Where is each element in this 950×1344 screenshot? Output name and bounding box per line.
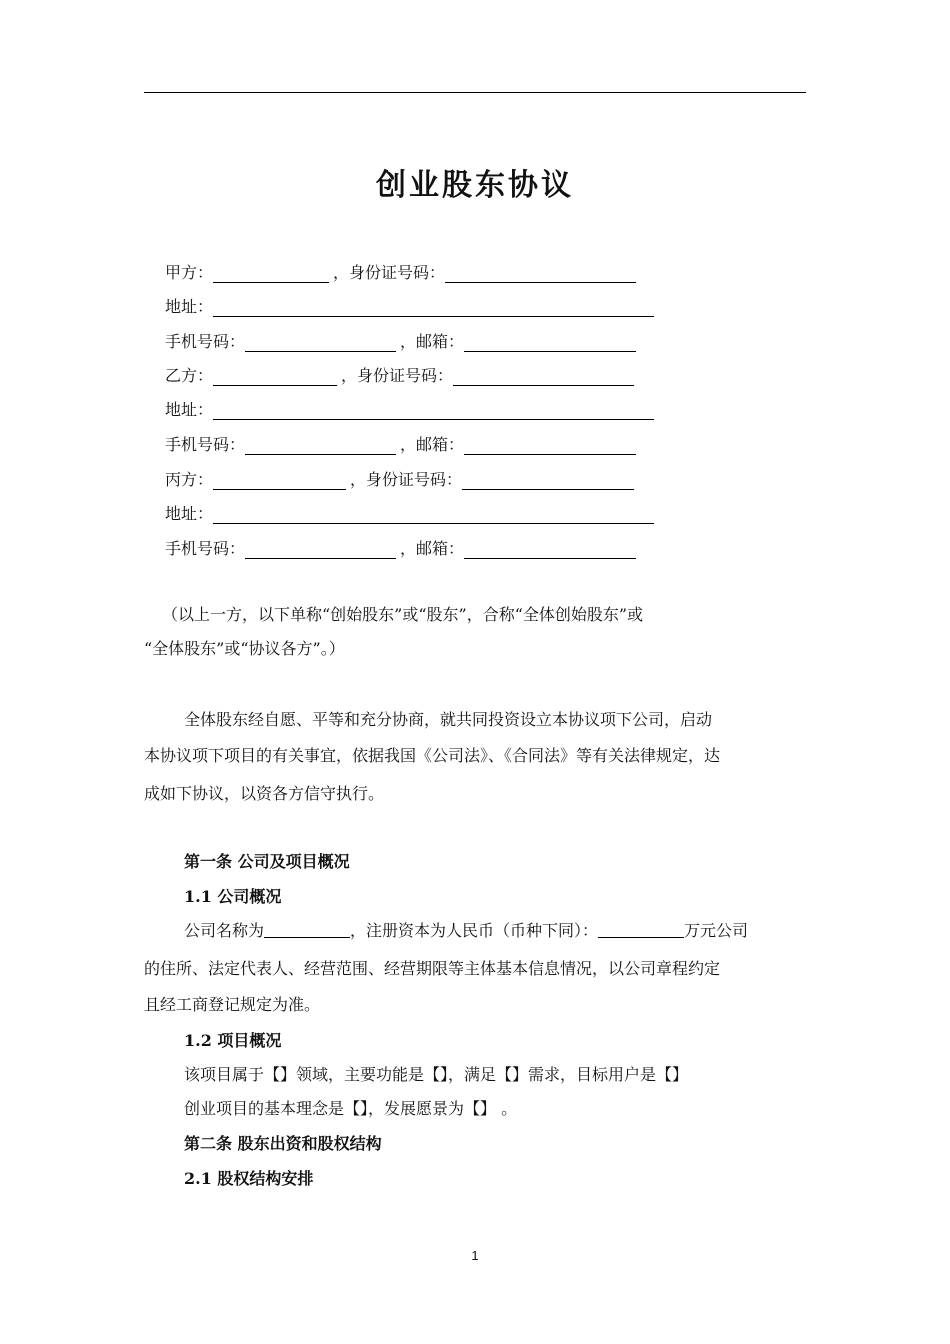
- party-a-address-row: [165, 293, 654, 317]
- section-1-1-line-2: 的住所、法定代表人、经营范围、经营期限等主体基本信息情况，以公司章程约定: [144, 959, 721, 978]
- company-name-field[interactable]: [264, 919, 350, 938]
- registered-capital-label: ，注册资本为人民币（币种下同）：: [350, 921, 599, 940]
- section-2-1-heading: 2.1 股权结构安排: [184, 1169, 314, 1188]
- header-rule: [144, 92, 806, 93]
- preamble-line-2: 本协议项下项目的有关事宜，依据我国《公司法》、《合同法》等有关法律规定，达: [144, 746, 721, 765]
- company-name-label: 公司名称为: [184, 921, 265, 940]
- party-b-address-row: [165, 396, 654, 420]
- party-c-name-field[interactable]: [213, 470, 346, 490]
- party-a-row: [165, 259, 636, 283]
- section-1-1-line-1: [184, 919, 748, 943]
- party-a-id-label: ，身份证号码：: [333, 263, 446, 282]
- party-c-email-label: ，邮箱：: [400, 539, 465, 558]
- party-b-phone-field[interactable]: [245, 435, 396, 455]
- party-c-phone-row: [165, 535, 636, 559]
- party-a-phone-field[interactable]: [245, 332, 396, 352]
- party-c-email-field[interactable]: [464, 539, 636, 559]
- capital-unit-label: 万元公司: [684, 921, 749, 940]
- party-c-id-label: ，身份证号码：: [350, 470, 463, 489]
- article-2-heading: 第二条 股东出资和股权结构: [184, 1134, 382, 1153]
- party-c-label: 丙方：: [165, 470, 214, 489]
- preamble-line-1: 全体股东经自愿、平等和充分协商，就共同投资设立本协议项下公司，启动: [184, 710, 713, 729]
- preamble-line-3: 成如下协议，以资各方信守执行。: [144, 784, 385, 803]
- party-b-phone-label: 手机号码：: [165, 435, 246, 454]
- section-1-2-line-2: 创业项目的基本理念是【】，发展愿景为【】 。: [184, 1099, 518, 1118]
- party-b-id-field[interactable]: [453, 366, 634, 386]
- party-b-phone-row: [165, 431, 636, 455]
- party-c-phone-field[interactable]: [245, 539, 396, 559]
- party-a-phone-row: [165, 328, 636, 352]
- party-a-address-label: 地址：: [165, 297, 214, 316]
- party-a-address-field[interactable]: [213, 297, 654, 317]
- registered-capital-field[interactable]: [598, 919, 684, 938]
- party-b-id-label: ，身份证号码：: [341, 366, 454, 385]
- party-b-name-field[interactable]: [213, 366, 337, 386]
- party-a-id-field[interactable]: [445, 263, 636, 283]
- party-c-address-row: [165, 500, 654, 524]
- party-a-name-field[interactable]: [213, 263, 329, 283]
- document-title: 创业股东协议: [376, 168, 574, 203]
- section-1-1-heading: 1.1 公司概况: [184, 887, 282, 906]
- section-1-2-heading: 1.2 项目概况: [184, 1031, 282, 1050]
- party-b-row: [165, 362, 634, 386]
- party-b-email-label: ，邮箱：: [400, 435, 465, 454]
- party-a-phone-label: 手机号码：: [165, 332, 246, 351]
- party-c-id-field[interactable]: [462, 470, 634, 490]
- page-number: 1: [471, 1248, 479, 1263]
- note-line-1: （以上一方，以下单称“创始股东”或“股东”，合称“全体创始股东”或: [162, 605, 644, 624]
- party-c-address-label: 地址：: [165, 504, 214, 523]
- party-a-label: 甲方：: [165, 263, 214, 282]
- party-a-email-label: ，邮箱：: [400, 332, 465, 351]
- article-1-heading: 第一条 公司及项目概况: [184, 852, 350, 871]
- party-b-label: 乙方：: [165, 366, 214, 385]
- section-1-2-line-1: 该项目属于【】领域，主要功能是【】，满足【】需求，目标用户是【】: [184, 1065, 689, 1084]
- party-b-email-field[interactable]: [464, 435, 636, 455]
- party-a-email-field[interactable]: [464, 332, 636, 352]
- party-b-address-label: 地址：: [165, 400, 214, 419]
- party-c-row: [165, 466, 634, 490]
- section-1-1-line-3: 且经工商登记规定为准。: [144, 995, 321, 1014]
- note-line-2: “全体股东”或“协议各方”。）: [144, 639, 345, 658]
- party-c-phone-label: 手机号码：: [165, 539, 246, 558]
- party-c-address-field[interactable]: [213, 504, 654, 524]
- party-b-address-field[interactable]: [213, 400, 654, 420]
